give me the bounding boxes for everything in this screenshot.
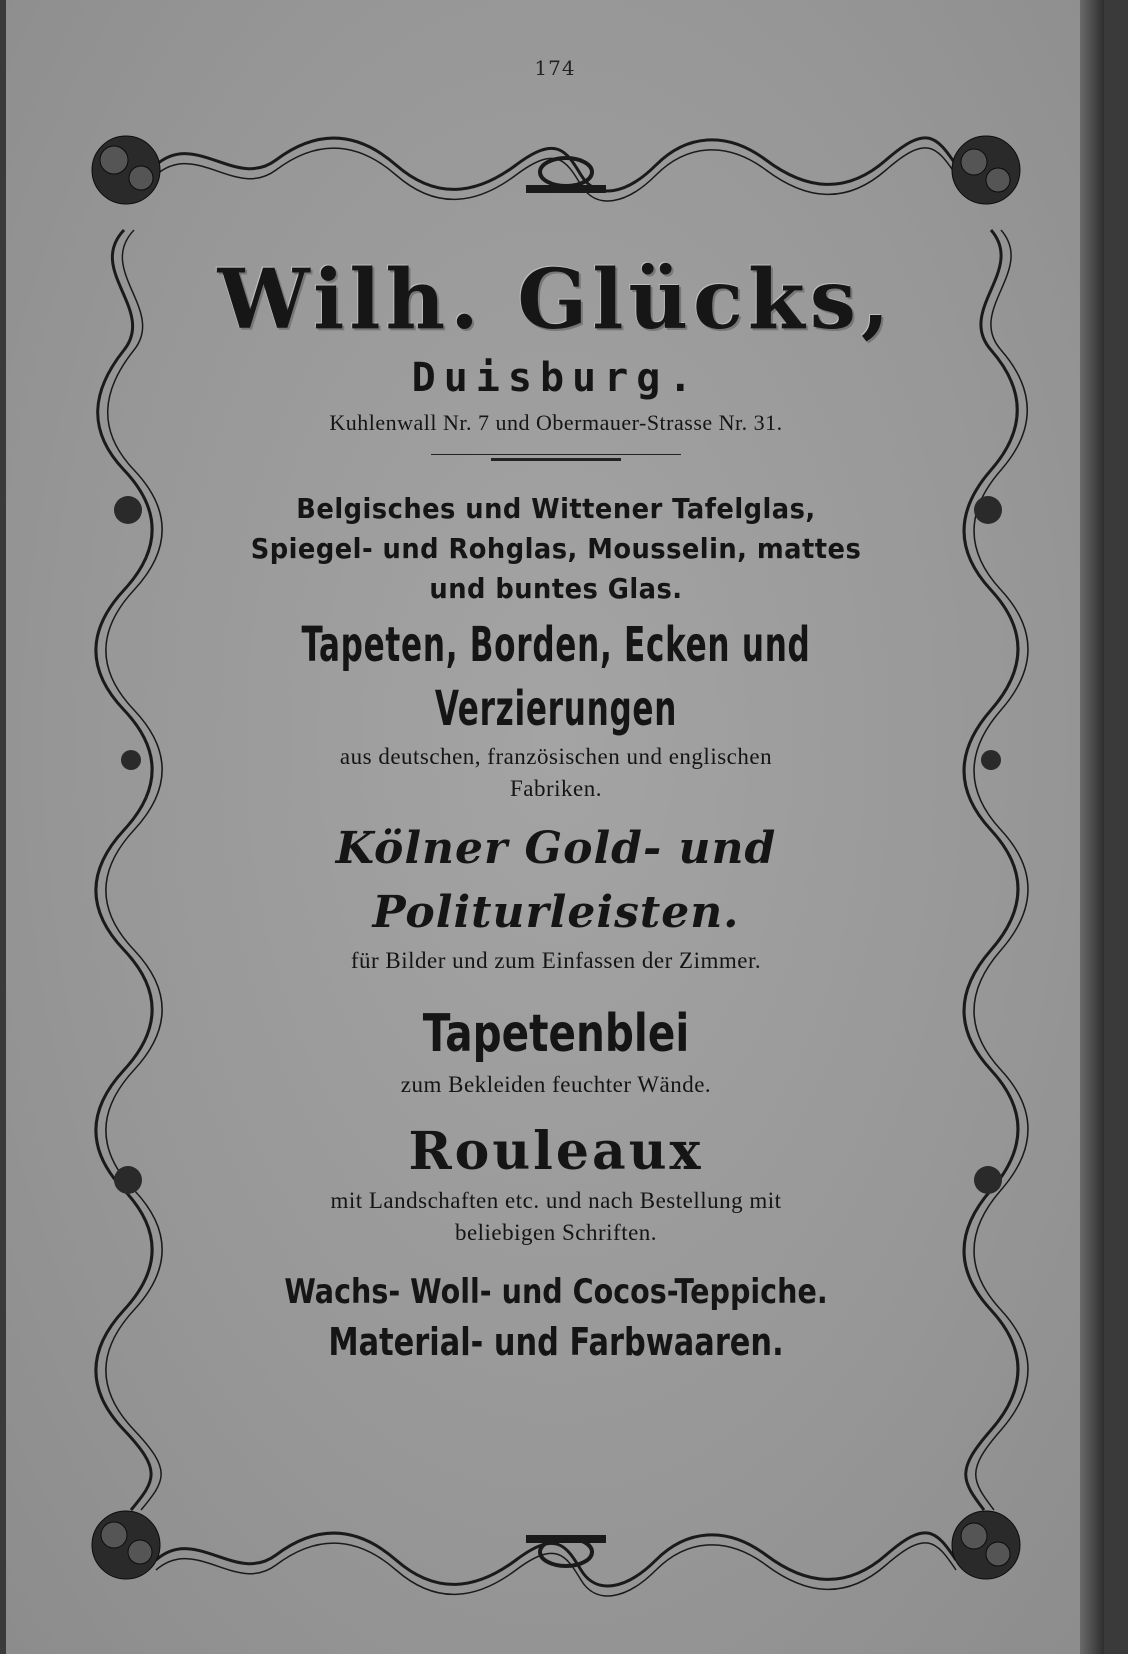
city-name: Duisburg. xyxy=(411,355,701,401)
glass-line: und buntes Glas. xyxy=(429,572,683,605)
blinds-subtext: beliebigen Schriften. xyxy=(454,1220,658,1245)
document-page xyxy=(6,0,1104,1654)
wallpaper-heading: Tapeten, Borden, Ecken und Verzierungen xyxy=(301,617,811,737)
company-name: Wilh. Glücks, xyxy=(217,252,895,348)
moulding-subtext: für Bilder und zum Einfassen der Zimmer. xyxy=(350,948,762,973)
blinds-subtext: mit Landschaften etc. und nach Bestellung mit xyxy=(330,1188,782,1213)
glass-line: Belgisches und Wittener Tafelglas, xyxy=(296,492,816,525)
divider-rule xyxy=(431,454,681,459)
moulding-heading: Kölner Gold- und Politurleisten. xyxy=(335,823,777,938)
wallpaper-subtext: aus deutschen, französischen und englischen xyxy=(339,744,773,769)
carpets-line: Wachs- Woll- und Cocos-Teppiche. xyxy=(284,1272,828,1312)
materials-line: Material- und Farbwaaren. xyxy=(328,1320,784,1364)
blinds-heading: Rouleaux xyxy=(408,1121,704,1182)
page-number: 174 xyxy=(534,56,576,80)
lead-subtext: zum Bekleiden feuchter Wände. xyxy=(400,1072,712,1097)
lead-heading: Tapetenblei xyxy=(422,1004,690,1064)
address-line: Kuhlenwall Nr. 7 und Obermauer-Strasse Nr. 31. xyxy=(329,410,783,435)
advertisement-body xyxy=(176,250,936,1369)
glass-line: Spiegel- und Rohglas, Mousselin, mattes xyxy=(250,532,862,565)
wallpaper-subtext: Fabriken. xyxy=(509,776,602,801)
